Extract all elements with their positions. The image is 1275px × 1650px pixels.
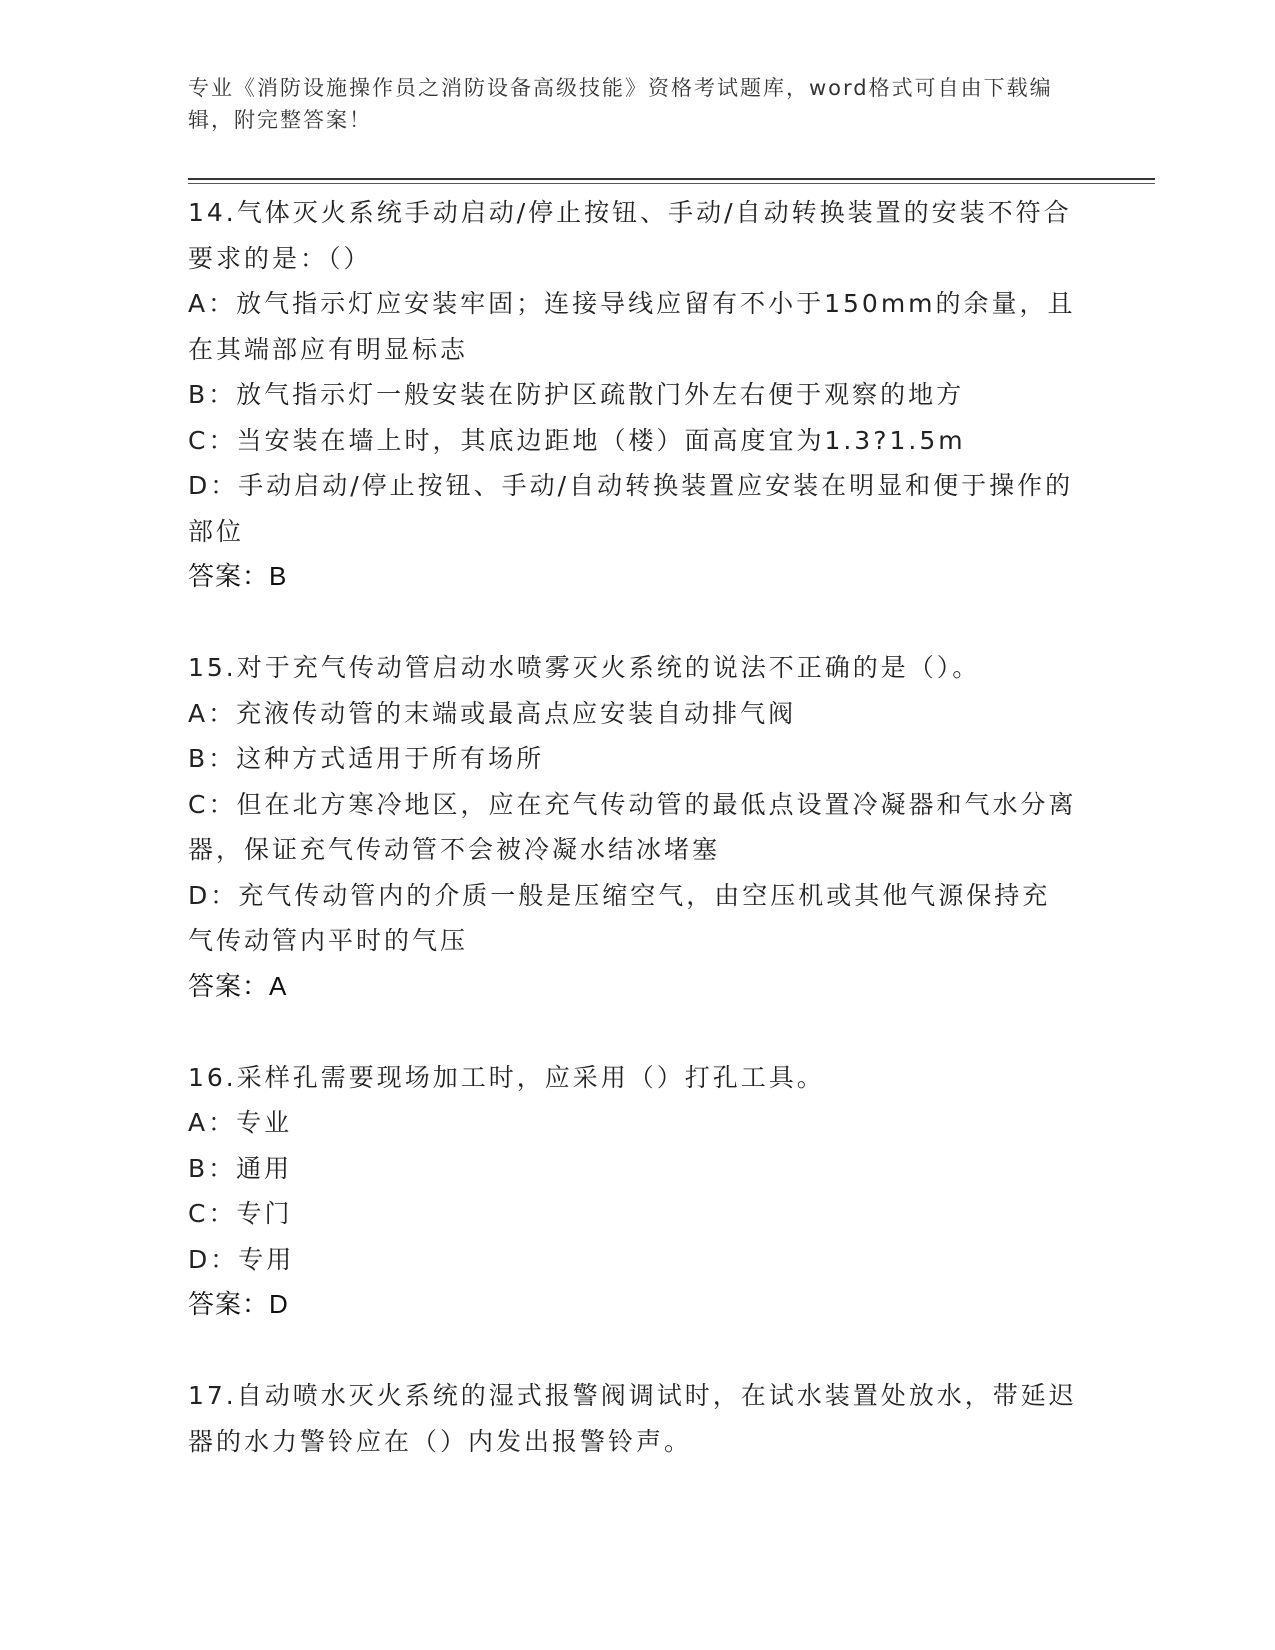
question-17 [188, 1373, 1078, 1464]
option-b: B：通用 [188, 1153, 293, 1183]
header-divider-thick [188, 178, 1155, 180]
answer-line: 答案：D [188, 1289, 289, 1319]
option-a: A：专业 [188, 1108, 293, 1137]
option-a: A：充液传动管的末端或最高点应安装自动排气阀 [188, 698, 797, 728]
question-spacer [188, 600, 1078, 646]
option-c: C：专门 [188, 1199, 293, 1228]
option-b: B：放气指示灯一般安装在防护区疏散门外左右便于观察的地方 [188, 380, 965, 409]
question-16 [188, 1055, 1078, 1328]
header-divider-thin [188, 183, 1155, 184]
question-14 [188, 190, 1078, 600]
answer-line: 答案：A [188, 970, 288, 1001]
answer-line: 答案：B [188, 561, 288, 591]
option-c: C：但在北方寒冷地区，应在充气传动管的最低点设置冷凝器和气水分离器，保证充气传动管不会被冷凝水结冰堵塞 [188, 789, 1077, 864]
question-stem: 14.气体灭火系统手动启动/停止按钮、手动/自动转换装置的安装不符合要求的是：（） [188, 198, 1072, 273]
option-c: C：当安装在墙上时，其底边距地（楼）面高度宜为1.3?1.5m [188, 425, 966, 455]
option-b: B：这种方式适用于所有场所 [188, 744, 545, 773]
question-stem: 16.采样孔需要现场加工时，应采用（）打孔工具。 [188, 1062, 825, 1092]
question-list [188, 190, 1078, 1464]
question-15 [188, 645, 1078, 1009]
question-spacer [188, 1009, 1078, 1055]
option-d: D：手动启动/停止按钮、手动/自动转换装置应安装在明显和便于操作的部位 [188, 471, 1074, 546]
question-stem: 15.对于充气传动管启动水喷雾灭火系统的说法不正确的是（）。 [188, 653, 981, 682]
document-header: 专业《消防设施操作员之消防设备高级技能》资格考试题库，word格式可自由下载编辑，附完整答案！ [188, 76, 1053, 132]
option-d: D：专用 [188, 1244, 295, 1274]
question-stem: 17.自动喷水灭火系统的湿式报警阀调试时，在试水装置处放水，带延迟器的水力警铃应在（）内发出报警铃声。 [188, 1381, 1077, 1456]
option-d: D：充气传动管内的介质一般是压缩空气，由空压机或其他气源保持充气传动管内平时的气压 [188, 880, 1051, 955]
question-spacer [188, 1328, 1078, 1374]
option-a: A：放气指示灯应安装牢固；连接导线应留有不小于150mm的余量，且在其端部应有明显标志 [188, 289, 1076, 364]
